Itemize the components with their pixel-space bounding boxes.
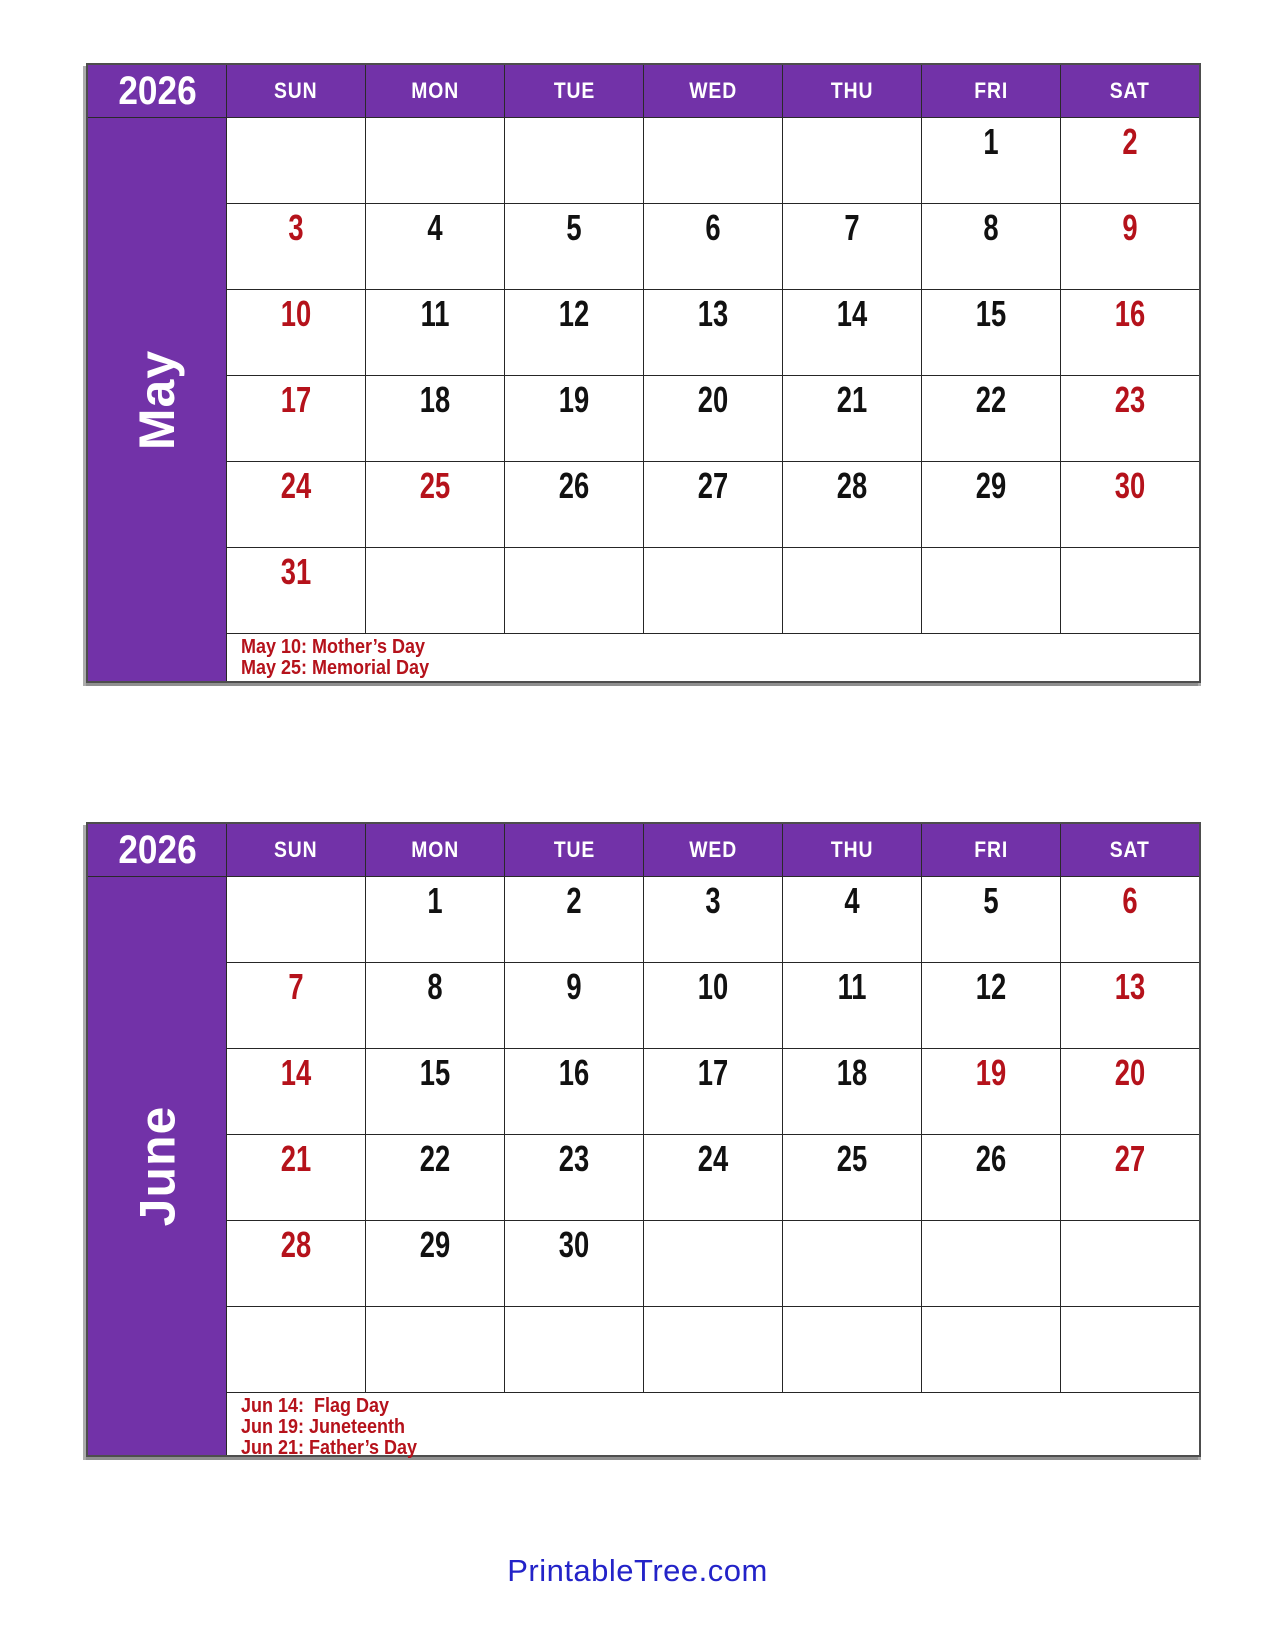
- day-number: 6: [1122, 880, 1138, 921]
- day-header-label: SUN: [274, 837, 318, 862]
- day-number: 30: [558, 1224, 590, 1265]
- holiday-list: [226, 1393, 1199, 1459]
- day-number: 11: [837, 966, 867, 1007]
- day-cell: [226, 204, 365, 290]
- day-cell: [921, 118, 1060, 204]
- day-cell: [782, 290, 921, 376]
- day-number: 29: [419, 1224, 451, 1265]
- day-cell: [226, 376, 365, 462]
- day-number: 17: [697, 1052, 729, 1093]
- day-cell: [643, 1049, 782, 1135]
- day-number: 14: [280, 1052, 312, 1093]
- day-header-thu: [782, 65, 921, 118]
- day-number: 5: [566, 207, 582, 248]
- day-cell: [643, 1135, 782, 1221]
- day-cell: [782, 548, 921, 634]
- day-number: 24: [697, 1138, 729, 1179]
- day-cell: [1060, 963, 1199, 1049]
- day-cell: [365, 1307, 504, 1393]
- day-header-mon: [365, 65, 504, 118]
- year-label: 2026: [117, 68, 197, 113]
- day-header-wed: [643, 65, 782, 118]
- month-label: May: [128, 349, 185, 450]
- calendar-may: [86, 63, 1201, 683]
- day-cell: [1060, 1307, 1199, 1393]
- day-number: 8: [983, 207, 999, 248]
- day-cell: [1060, 877, 1199, 963]
- day-number: 14: [836, 293, 868, 334]
- day-number: 25: [419, 465, 451, 506]
- day-cell: [921, 1221, 1060, 1307]
- day-header-label: TUE: [553, 837, 595, 862]
- day-number: 30: [1114, 465, 1146, 506]
- day-cell: [504, 1221, 643, 1307]
- day-number: 16: [1114, 293, 1146, 334]
- day-header-sat: [1060, 65, 1199, 118]
- holiday-line: Jun 21: Father’s Day: [241, 1437, 418, 1459]
- day-cell: [643, 376, 782, 462]
- day-cell: [1060, 118, 1199, 204]
- day-cell: [643, 963, 782, 1049]
- day-cell: [643, 462, 782, 548]
- day-header-label: WED: [689, 78, 737, 103]
- day-number: 19: [975, 1052, 1007, 1093]
- day-cell: [643, 548, 782, 634]
- day-cell: [643, 118, 782, 204]
- day-cell: [1060, 462, 1199, 548]
- day-number: 2: [1122, 121, 1138, 162]
- day-cell: [365, 963, 504, 1049]
- day-header-label: SUN: [274, 78, 318, 103]
- day-header-thu: [782, 824, 921, 877]
- day-header-label: FRI: [974, 78, 1008, 103]
- day-header-tue: [504, 824, 643, 877]
- day-cell: [365, 118, 504, 204]
- day-cell: [921, 462, 1060, 548]
- day-cell: [782, 877, 921, 963]
- day-cell: [504, 376, 643, 462]
- day-cell: [1060, 376, 1199, 462]
- holiday-line: May 25: Memorial Day: [241, 657, 430, 679]
- day-cell: [921, 877, 1060, 963]
- day-number: 3: [288, 207, 304, 248]
- day-number: 4: [844, 880, 860, 921]
- day-number: 23: [558, 1138, 590, 1179]
- day-cell: [504, 118, 643, 204]
- holiday-line: Jun 19: Juneteenth: [241, 1416, 406, 1438]
- day-number: 4: [427, 207, 443, 248]
- year-cell: [88, 824, 226, 877]
- day-cell: [365, 1049, 504, 1135]
- day-header-fri: [921, 65, 1060, 118]
- day-cell: [921, 376, 1060, 462]
- day-cell: [365, 204, 504, 290]
- day-header-label: WED: [689, 837, 737, 862]
- day-header-label: MON: [411, 78, 459, 103]
- day-number: 10: [280, 293, 312, 334]
- day-cell: [1060, 548, 1199, 634]
- holiday-line: May 10: Mother’s Day: [241, 636, 426, 658]
- year-cell: [88, 65, 226, 118]
- day-cell: [782, 1049, 921, 1135]
- day-cell: [226, 963, 365, 1049]
- day-number: 28: [836, 465, 868, 506]
- day-header-sun: [226, 65, 365, 118]
- day-cell: [504, 1135, 643, 1221]
- day-header-mon: [365, 824, 504, 877]
- day-cell: [365, 376, 504, 462]
- day-number: 20: [1114, 1052, 1146, 1093]
- day-header-wed: [643, 824, 782, 877]
- day-cell: [226, 118, 365, 204]
- day-number: 1: [983, 121, 999, 162]
- day-cell: [226, 1221, 365, 1307]
- day-number: 20: [697, 379, 729, 420]
- day-cell: [365, 877, 504, 963]
- day-number: 26: [558, 465, 590, 506]
- day-cell: [643, 1307, 782, 1393]
- day-cell: [504, 290, 643, 376]
- day-cell: [365, 1135, 504, 1221]
- day-cell: [921, 963, 1060, 1049]
- month-sidebar: [88, 877, 226, 1455]
- day-number: 15: [975, 293, 1007, 334]
- day-cell: [504, 1049, 643, 1135]
- day-cell: [226, 548, 365, 634]
- day-cell: [782, 1135, 921, 1221]
- day-number: 12: [975, 966, 1007, 1007]
- day-number: 17: [280, 379, 312, 420]
- day-cell: [782, 118, 921, 204]
- day-number: 25: [836, 1138, 868, 1179]
- day-cell: [504, 462, 643, 548]
- footer: [0, 1553, 1275, 1589]
- day-header-fri: [921, 824, 1060, 877]
- day-number: 9: [1122, 207, 1138, 248]
- day-cell: [226, 1049, 365, 1135]
- day-cell: [504, 1307, 643, 1393]
- day-header-sat: [1060, 824, 1199, 877]
- day-number: 6: [705, 207, 721, 248]
- calendar-june: [86, 822, 1201, 1457]
- day-cell: [782, 376, 921, 462]
- day-cell: [504, 204, 643, 290]
- month-sidebar: [88, 118, 226, 681]
- day-header-label: TUE: [553, 78, 595, 103]
- day-number: 31: [280, 551, 312, 592]
- day-header-label: MON: [411, 837, 459, 862]
- day-cell: [782, 462, 921, 548]
- holiday-list: [226, 634, 1199, 681]
- day-number: 9: [566, 966, 582, 1007]
- day-number: 18: [419, 379, 451, 420]
- day-cell: [504, 548, 643, 634]
- day-number: 7: [288, 966, 304, 1007]
- day-cell: [643, 204, 782, 290]
- day-cell: [782, 1221, 921, 1307]
- day-number: 13: [1114, 966, 1146, 1007]
- day-cell: [921, 1135, 1060, 1221]
- day-cell: [643, 877, 782, 963]
- year-label: 2026: [117, 827, 197, 872]
- day-number: 7: [844, 207, 860, 248]
- day-cell: [782, 1307, 921, 1393]
- day-cell: [226, 1135, 365, 1221]
- day-number: 16: [558, 1052, 590, 1093]
- day-number: 1: [427, 880, 443, 921]
- day-number: 26: [975, 1138, 1007, 1179]
- day-cell: [1060, 1221, 1199, 1307]
- day-number: 24: [280, 465, 312, 506]
- day-cell: [365, 1221, 504, 1307]
- day-cell: [921, 1307, 1060, 1393]
- day-header-label: THU: [830, 78, 874, 103]
- day-number: 10: [697, 966, 729, 1007]
- day-header-label: THU: [830, 837, 874, 862]
- day-cell: [1060, 1049, 1199, 1135]
- day-cell: [643, 290, 782, 376]
- day-number: 12: [558, 293, 590, 334]
- day-number: 23: [1114, 379, 1146, 420]
- day-number: 5: [983, 880, 999, 921]
- day-cell: [921, 290, 1060, 376]
- holiday-line: Jun 14: Flag Day: [241, 1395, 390, 1417]
- day-cell: [1060, 290, 1199, 376]
- day-number: 11: [420, 293, 450, 334]
- day-header-label: SAT: [1110, 78, 1150, 103]
- day-number: 22: [975, 379, 1007, 420]
- day-cell: [365, 290, 504, 376]
- day-cell: [226, 1307, 365, 1393]
- day-number: 18: [836, 1052, 868, 1093]
- day-number: 13: [697, 293, 729, 334]
- day-cell: [226, 290, 365, 376]
- day-number: 19: [558, 379, 590, 420]
- day-header-sun: [226, 824, 365, 877]
- day-number: 21: [836, 379, 868, 420]
- month-label: June: [128, 1105, 185, 1227]
- day-number: 3: [705, 880, 721, 921]
- day-number: 21: [280, 1138, 312, 1179]
- day-cell: [643, 1221, 782, 1307]
- day-number: 8: [427, 966, 443, 1007]
- day-cell: [365, 548, 504, 634]
- footer-site-link[interactable]: PrintableTree.com: [507, 1553, 768, 1588]
- day-number: 27: [697, 465, 729, 506]
- day-cell: [921, 204, 1060, 290]
- day-cell: [226, 462, 365, 548]
- day-number: 27: [1114, 1138, 1146, 1179]
- day-cell: [504, 963, 643, 1049]
- day-cell: [1060, 204, 1199, 290]
- day-cell: [504, 877, 643, 963]
- day-header-label: FRI: [974, 837, 1008, 862]
- day-header-tue: [504, 65, 643, 118]
- day-cell: [782, 963, 921, 1049]
- day-cell: [921, 548, 1060, 634]
- day-cell: [782, 204, 921, 290]
- day-cell: [226, 877, 365, 963]
- day-number: 28: [280, 1224, 312, 1265]
- day-number: 29: [975, 465, 1007, 506]
- day-header-label: SAT: [1110, 837, 1150, 862]
- day-cell: [1060, 1135, 1199, 1221]
- day-cell: [921, 1049, 1060, 1135]
- day-number: 22: [419, 1138, 451, 1179]
- day-number: 15: [419, 1052, 451, 1093]
- day-cell: [365, 462, 504, 548]
- day-number: 2: [566, 880, 582, 921]
